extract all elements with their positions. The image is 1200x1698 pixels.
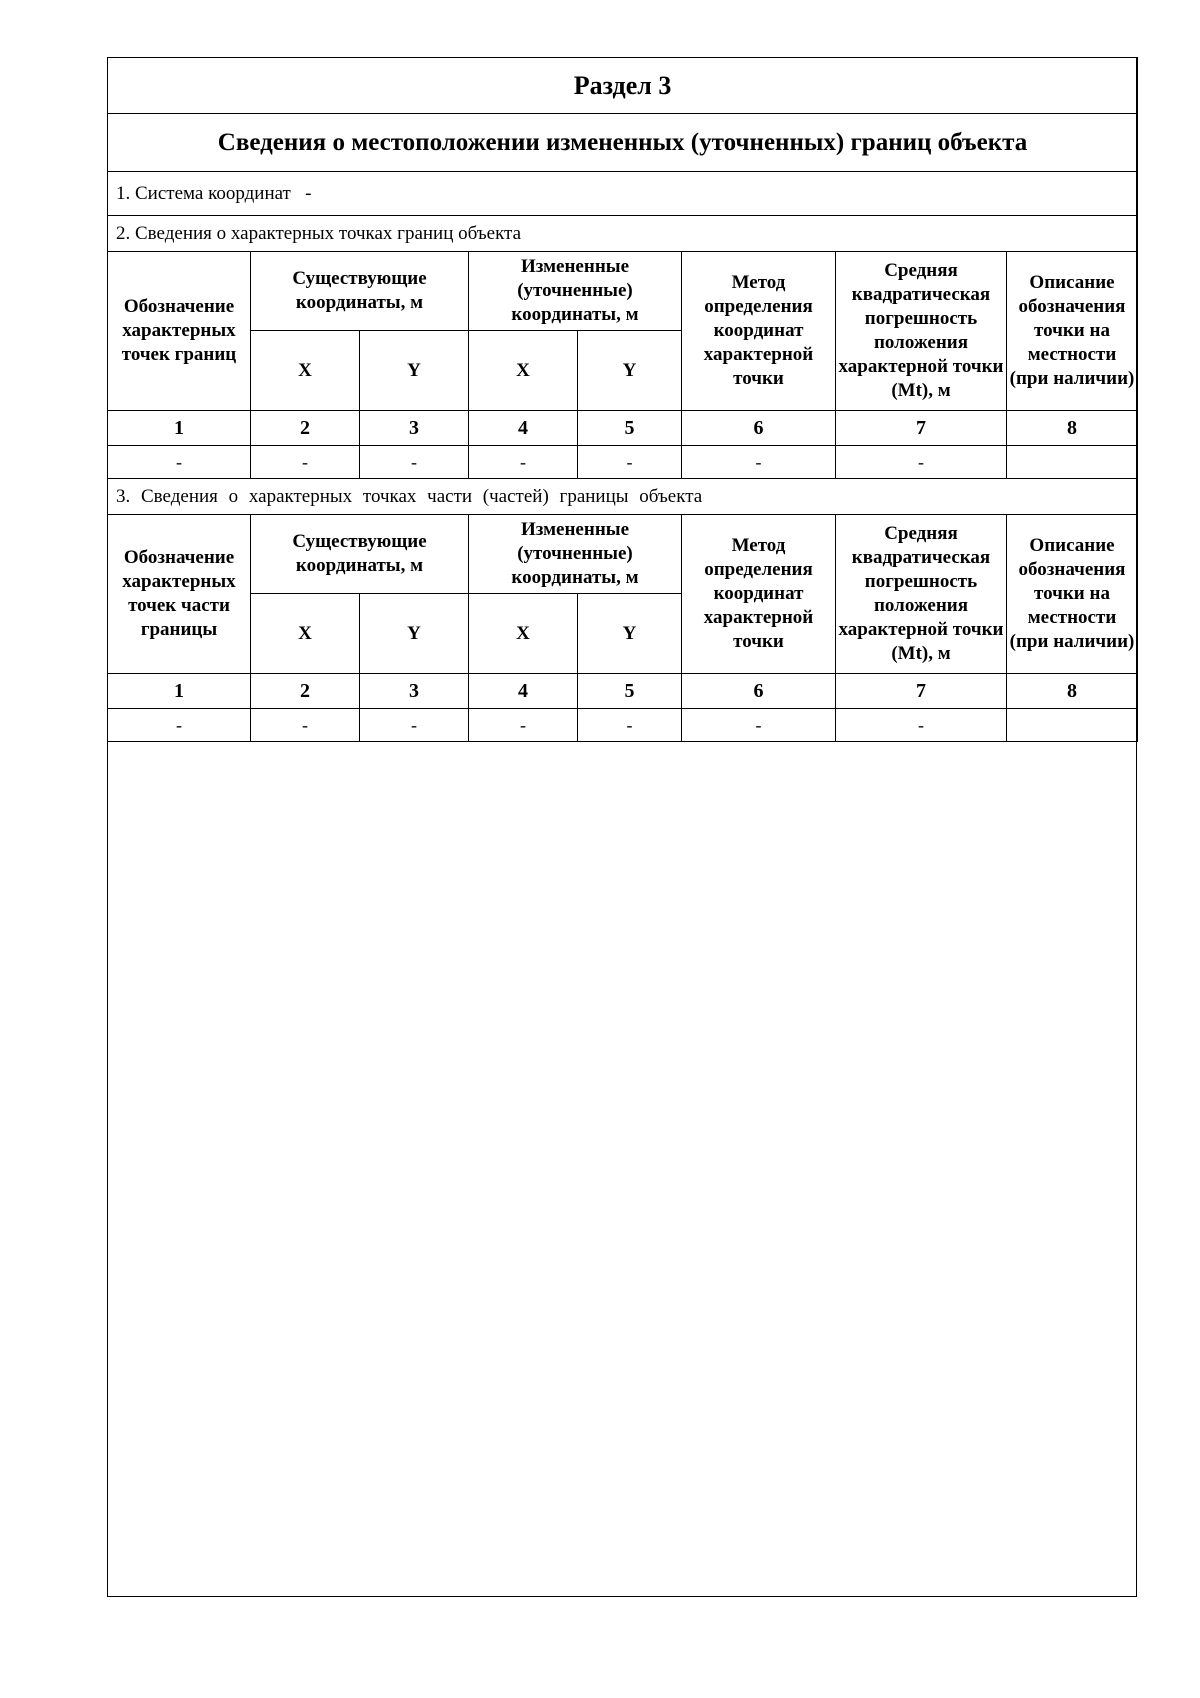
- t2-cell: -: [836, 709, 1007, 742]
- t2-table-row: [108, 709, 1138, 742]
- t1-col-number: 6: [682, 411, 836, 446]
- t1-cell: -: [251, 446, 360, 479]
- t2-col-number: 8: [1007, 674, 1138, 709]
- t2-cell: -: [251, 709, 360, 742]
- t1-header-x-existing: X: [251, 331, 360, 411]
- main-title: Сведения о местоположении измененных (уточненных) границ объекта: [108, 114, 1138, 172]
- t2-col-number: 3: [360, 674, 469, 709]
- t1-cell: -: [578, 446, 682, 479]
- coord-system-label: 1. Система координат: [116, 182, 291, 204]
- section-3-form: [107, 57, 1138, 742]
- t1-cell: -: [836, 446, 1007, 479]
- t2-col-number: 4: [469, 674, 578, 709]
- t2-cell: -: [108, 709, 251, 742]
- t1-header-changed: Измененные (уточненные) координаты, м: [469, 252, 682, 331]
- t1-number-row: [108, 411, 1138, 446]
- t2-cell: -: [682, 709, 836, 742]
- t2-col-number: 7: [836, 674, 1007, 709]
- t2-cell: -: [360, 709, 469, 742]
- t2-header-description: Описание обозначения точки на местности (при наличии): [1007, 515, 1138, 674]
- t1-header-method: Метод определения координат характерной точки: [682, 252, 836, 411]
- t2-cell: -: [469, 709, 578, 742]
- t1-col-number: 8: [1007, 411, 1138, 446]
- t1-header-error: Средняя квадратическая погрешность положения характерной точки (Mt), м: [836, 252, 1007, 411]
- t1-col-number: 4: [469, 411, 578, 446]
- t1-header-description: Описание обозначения точки на местности (при наличии): [1007, 252, 1138, 411]
- t2-cell: -: [578, 709, 682, 742]
- t1-col-number: 7: [836, 411, 1007, 446]
- t2-number-row: [108, 674, 1138, 709]
- t2-header-method: Метод определения координат характерной точки: [682, 515, 836, 674]
- table2-caption-text: 3. Сведения о характерных точках части (частей) границы объекта: [116, 485, 703, 507]
- t1-col-number: 1: [108, 411, 251, 446]
- t2-col-number: 2: [251, 674, 360, 709]
- t2-header-changed: Измененные (уточненные) координаты, м: [469, 515, 682, 594]
- t1-header-x-changed: X: [469, 331, 578, 411]
- t2-header-y-existing: Y: [360, 594, 469, 674]
- t1-col-number: 5: [578, 411, 682, 446]
- t2-cell: [1007, 709, 1138, 742]
- t2-col-number: 6: [682, 674, 836, 709]
- t2-header-x-existing: X: [251, 594, 360, 674]
- t1-cell: -: [108, 446, 251, 479]
- t2-header-x-changed: X: [469, 594, 578, 674]
- t1-header-existing: Существующие координаты, м: [251, 252, 469, 331]
- t1-col-number: 2: [251, 411, 360, 446]
- t2-col-number: 5: [578, 674, 682, 709]
- t1-header-y-changed: Y: [578, 331, 682, 411]
- t2-col-number: 1: [108, 674, 251, 709]
- coord-system-row: [108, 172, 1138, 216]
- t1-col-number: 3: [360, 411, 469, 446]
- t1-cell: [1007, 446, 1138, 479]
- t2-header-designation: Обозначение характерных точек части границы: [108, 515, 251, 674]
- t1-header-designation: Обозначение характерных точек границ: [108, 252, 251, 411]
- table1-caption: 2. Сведения о характерных точках границ объекта: [108, 216, 1138, 252]
- t2-header-error: Средняя квадратическая погрешность положения характерной точки (Mt), м: [836, 515, 1007, 674]
- t1-header-y-existing: Y: [360, 331, 469, 411]
- section-title: Раздел 3: [108, 58, 1138, 114]
- t1-cell: -: [360, 446, 469, 479]
- t1-cell: -: [682, 446, 836, 479]
- coord-system-value: -: [305, 182, 312, 204]
- t1-table-row: [108, 446, 1138, 479]
- t2-header-y-changed: Y: [578, 594, 682, 674]
- t2-header-existing: Существующие координаты, м: [251, 515, 469, 594]
- table2-caption: [108, 479, 1138, 515]
- t1-cell: -: [469, 446, 578, 479]
